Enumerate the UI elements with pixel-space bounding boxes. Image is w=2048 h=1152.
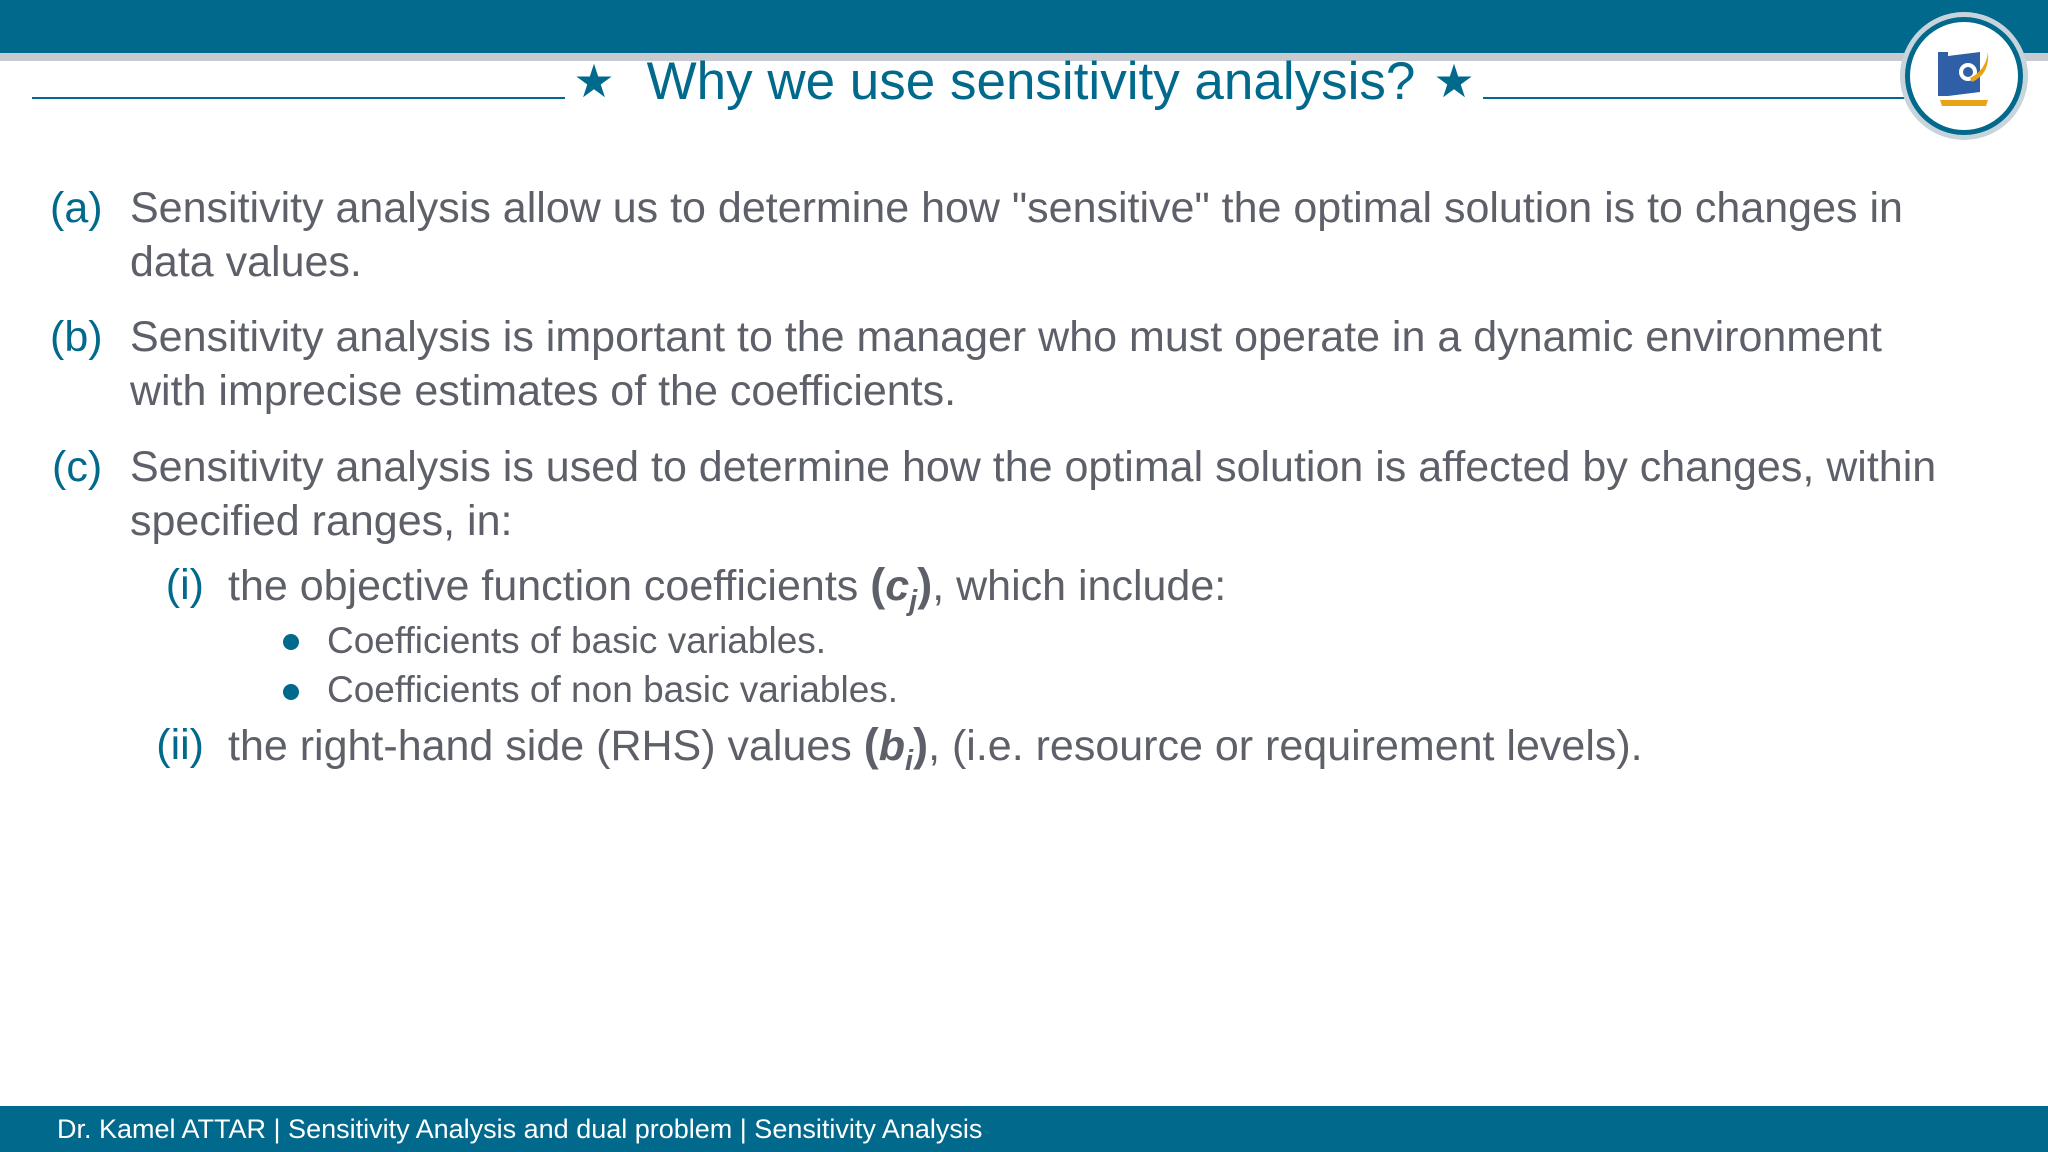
subitem-ii-text: the right-hand side (RHS) values $(b_i)$, (i.e. resource or requirement levels). xyxy=(228,719,1643,777)
item-c-line-2: specified ranges, in: xyxy=(130,497,513,545)
item-b-line-1: Sensitivity analysis is important to the manager who must operate in a dynamic environment xyxy=(130,313,1882,361)
star-icon: ★ xyxy=(1433,54,1475,108)
bullet-icon xyxy=(283,634,299,650)
subitem-i-text: the objective function coefficients $(c_j)$, which include: xyxy=(228,559,1227,617)
star-icon: ★ xyxy=(573,54,615,108)
subitem-marker-i: (i) xyxy=(165,561,204,609)
item-b-line-2: with imprecise estimates of the coefficients. xyxy=(130,367,957,415)
footer-bar xyxy=(0,1106,2048,1152)
item-c-line-1: Sensitivity analysis is used to determine how the optimal solution is affected by changes, within xyxy=(130,443,1937,491)
slide-title: Why we use sensitivity analysis? xyxy=(646,51,1416,111)
bullet-non-basic-variables: Coefficients of non basic variables. xyxy=(327,669,899,710)
item-a-line-1: Sensitivity analysis allow us to determine how "sensitive" the optimal solution is to changes in xyxy=(130,184,1903,232)
item-marker-a: (a) xyxy=(50,184,103,232)
bullet-icon xyxy=(283,684,299,700)
item-marker-c: (c) xyxy=(52,443,103,491)
item-a-line-2: data values. xyxy=(130,238,362,286)
footer-text: Dr. Kamel ATTAR | Sensitivity Analysis and dual problem | Sensitivity Analysis xyxy=(57,1114,983,1144)
bullet-basic-variables: Coefficients of basic variables. xyxy=(327,620,827,661)
subitem-marker-ii: (ii) xyxy=(156,721,204,769)
item-marker-b: (b) xyxy=(50,313,103,361)
